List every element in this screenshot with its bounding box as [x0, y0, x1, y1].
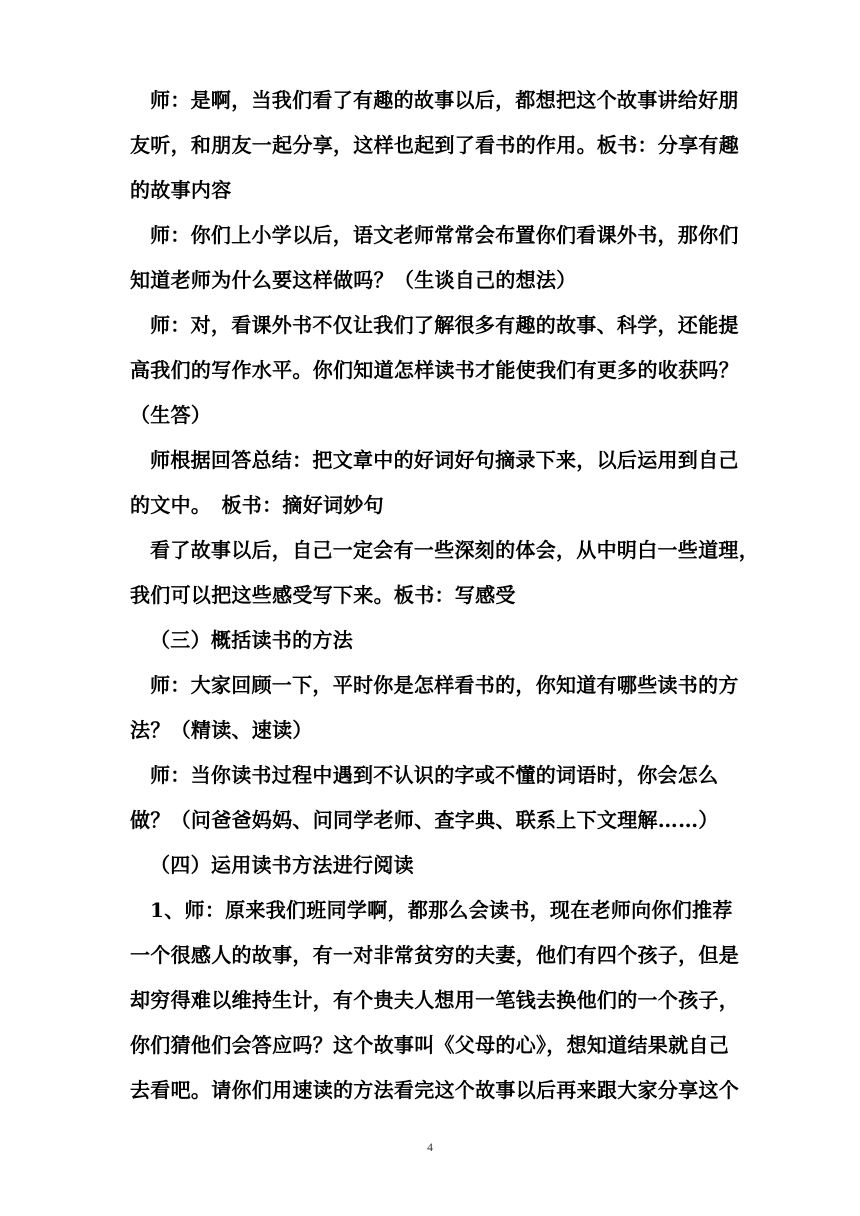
paragraph-line: （生答）: [130, 403, 212, 427]
paragraph-line: 做？（问爸爸妈妈、问同学老师、查字典、联系上下文理解……）: [130, 808, 719, 832]
paragraph-line: 看了故事以后，自己一定会有一些深刻的体会，从中明白一些道理，: [150, 538, 759, 562]
section-heading: （三）概括读书的方法: [150, 628, 353, 652]
paragraph-line: 高我们的写作水平。你们知道怎样读书才能使我们有更多的收获吗？: [130, 358, 739, 382]
paragraph-line: 却穷得难以维持生计，有个贵夫人想用一笔钱去换他们的一个孩子，: [130, 988, 739, 1012]
paragraph-line: 我们可以把这些感受写下来。板书：写感受: [130, 583, 516, 607]
paragraph-line: 去看吧。请你们用速读的方法看完这个故事以后再来跟大家分享这个: [130, 1078, 739, 1102]
paragraph-line: 师根据回答总结：把文章中的好词好句摘录下来，以后运用到自己: [150, 448, 739, 472]
section-heading: （四）运用读书方法进行阅读: [150, 853, 414, 877]
paragraph-line: 师：是啊，当我们看了有趣的故事以后，都想把这个故事讲给好朋: [150, 88, 739, 112]
paragraph-line: 师：大家回顾一下，平时你是怎样看书的，你知道有哪些读书的方: [150, 673, 739, 697]
paragraph-line: 法？（精读、速读）: [130, 718, 313, 742]
paragraph-line: 的文中。 板书：摘好词妙句: [130, 493, 384, 517]
paragraph-line: 友听，和朋友一起分享，这样也起到了看书的作用。板书：分享有趣: [130, 133, 739, 157]
paragraph-line: 师：当你读书过程中遇到不认识的字或不懂的词语时，你会怎么: [150, 763, 719, 787]
paragraph-line: 师：对，看课外书不仅让我们了解很多有趣的故事、科学，还能提: [150, 313, 739, 337]
paragraph-line: 一个很感人的故事，有一对非常贫穷的夫妻，他们有四个孩子，但是: [130, 943, 739, 967]
paragraph-line: 的故事内容: [130, 178, 232, 202]
paragraph-line: 师：你们上小学以后，语文老师常常会布置你们看课外书，那你们: [150, 223, 739, 247]
paragraph-line: 1、师：原来我们班同学啊，都那么会读书，现在老师向你们推荐: [150, 898, 733, 922]
page-number: 4: [427, 1140, 433, 1154]
paragraph-line: 知道老师为什么要这样做吗？（生谈自己的想法）: [130, 268, 577, 292]
paragraph-line: 你们猜他们会答应吗？这个故事叫《父母的心》，想知道结果就自己: [130, 1033, 729, 1057]
